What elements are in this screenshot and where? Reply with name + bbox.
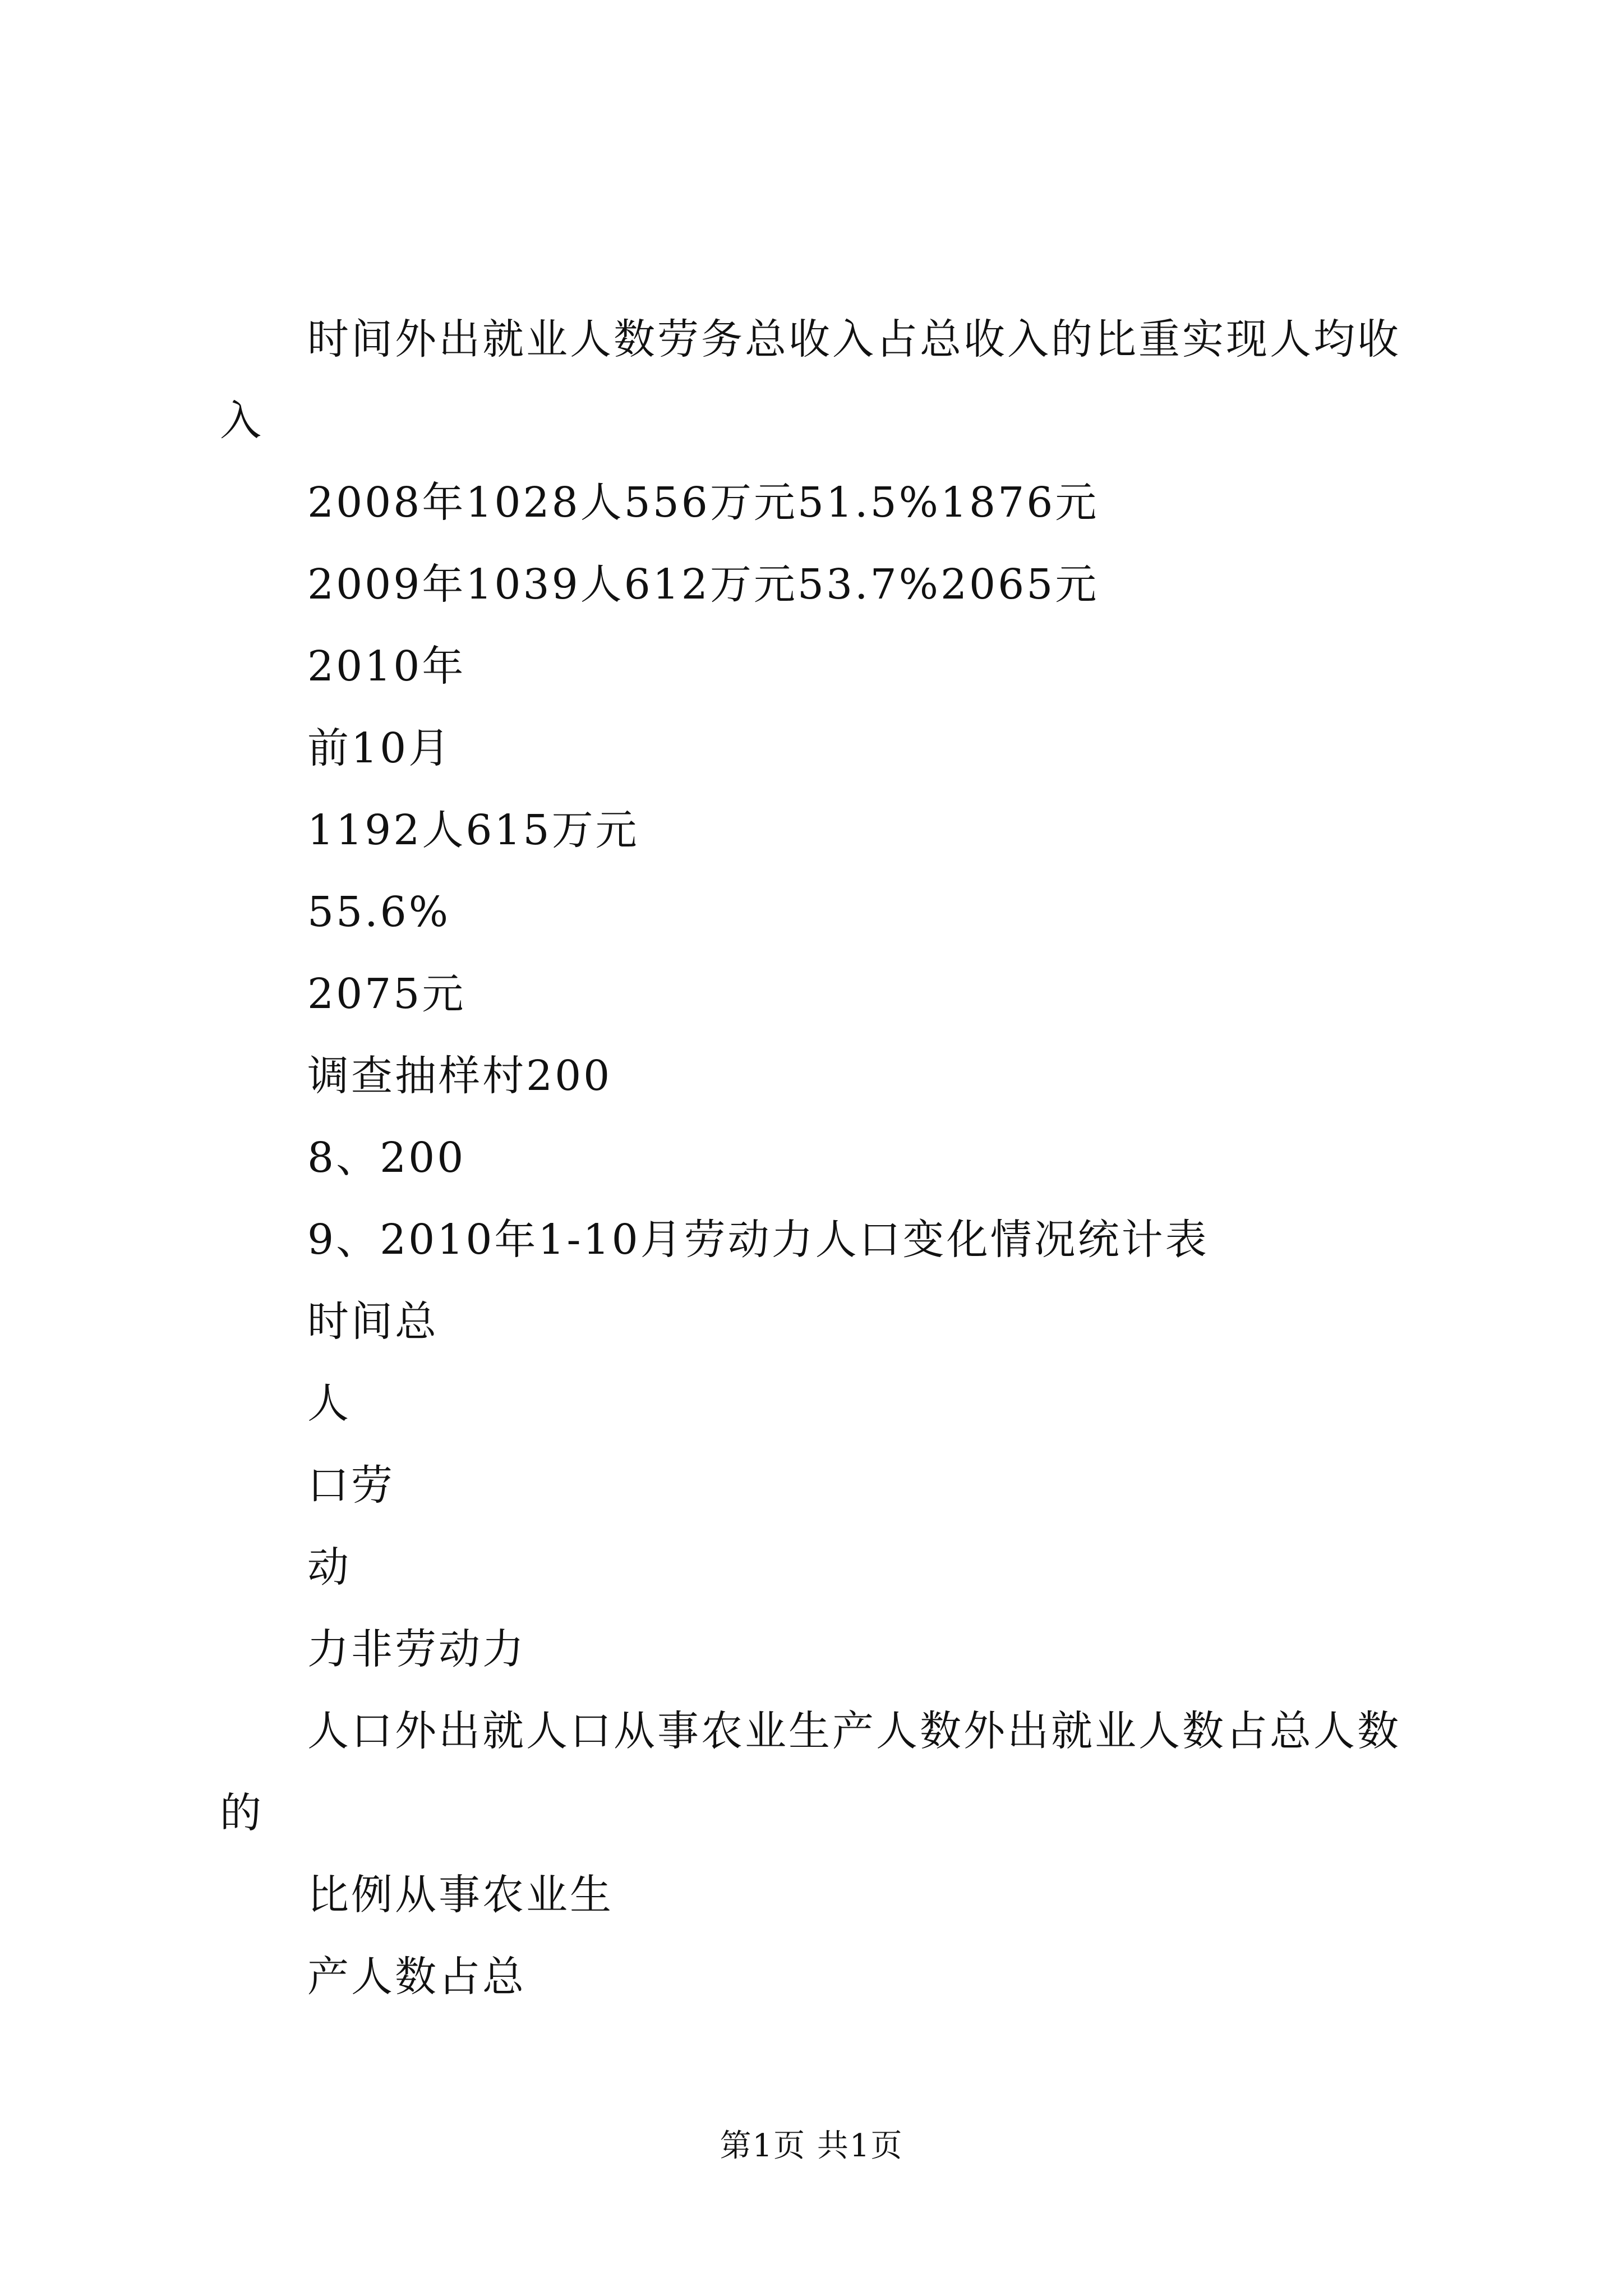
text-line-7: 1192人615万元 (307, 806, 639, 854)
text-line-2: 入 (220, 397, 264, 445)
text-line-12: 9、2010年1-10月劳动力人口变化情况统计表 (307, 1216, 1209, 1264)
text-line-9: 2075元 (307, 970, 466, 1018)
text-line-3: 2008年1028人556万元51.5%1876元 (307, 478, 1099, 527)
page-number-footer: 第1页 共1页 (720, 2128, 903, 2164)
text-line-14: 人 (307, 1379, 351, 1428)
text-line-1: 时间外出就业人数劳务总收入占总收入的比重实现人均收 (307, 315, 1401, 364)
text-line-13: 时间总 (307, 1297, 439, 1346)
text-line-21: 产人数占总 (307, 1953, 526, 2001)
text-line-5: 2010年 (307, 642, 466, 691)
text-line-8: 55.6% (307, 888, 451, 936)
text-line-17: 力非劳动力 (307, 1625, 526, 1673)
text-line-4: 2009年1039人612万元53.7%2065元 (307, 560, 1099, 609)
text-line-10: 调查抽样村200 (307, 1052, 612, 1100)
text-line-6: 前10月 (307, 724, 453, 772)
text-line-18: 人口外出就人口从事农业生产人数外出就业人数占总人数 (307, 1707, 1401, 1755)
text-line-19: 的 (220, 1789, 264, 1837)
text-line-11: 8、200 (307, 1134, 466, 1182)
text-line-15: 口劳 (307, 1461, 395, 1510)
text-line-16: 动 (307, 1543, 351, 1591)
text-line-20: 比例从事农业生 (307, 1871, 614, 1919)
